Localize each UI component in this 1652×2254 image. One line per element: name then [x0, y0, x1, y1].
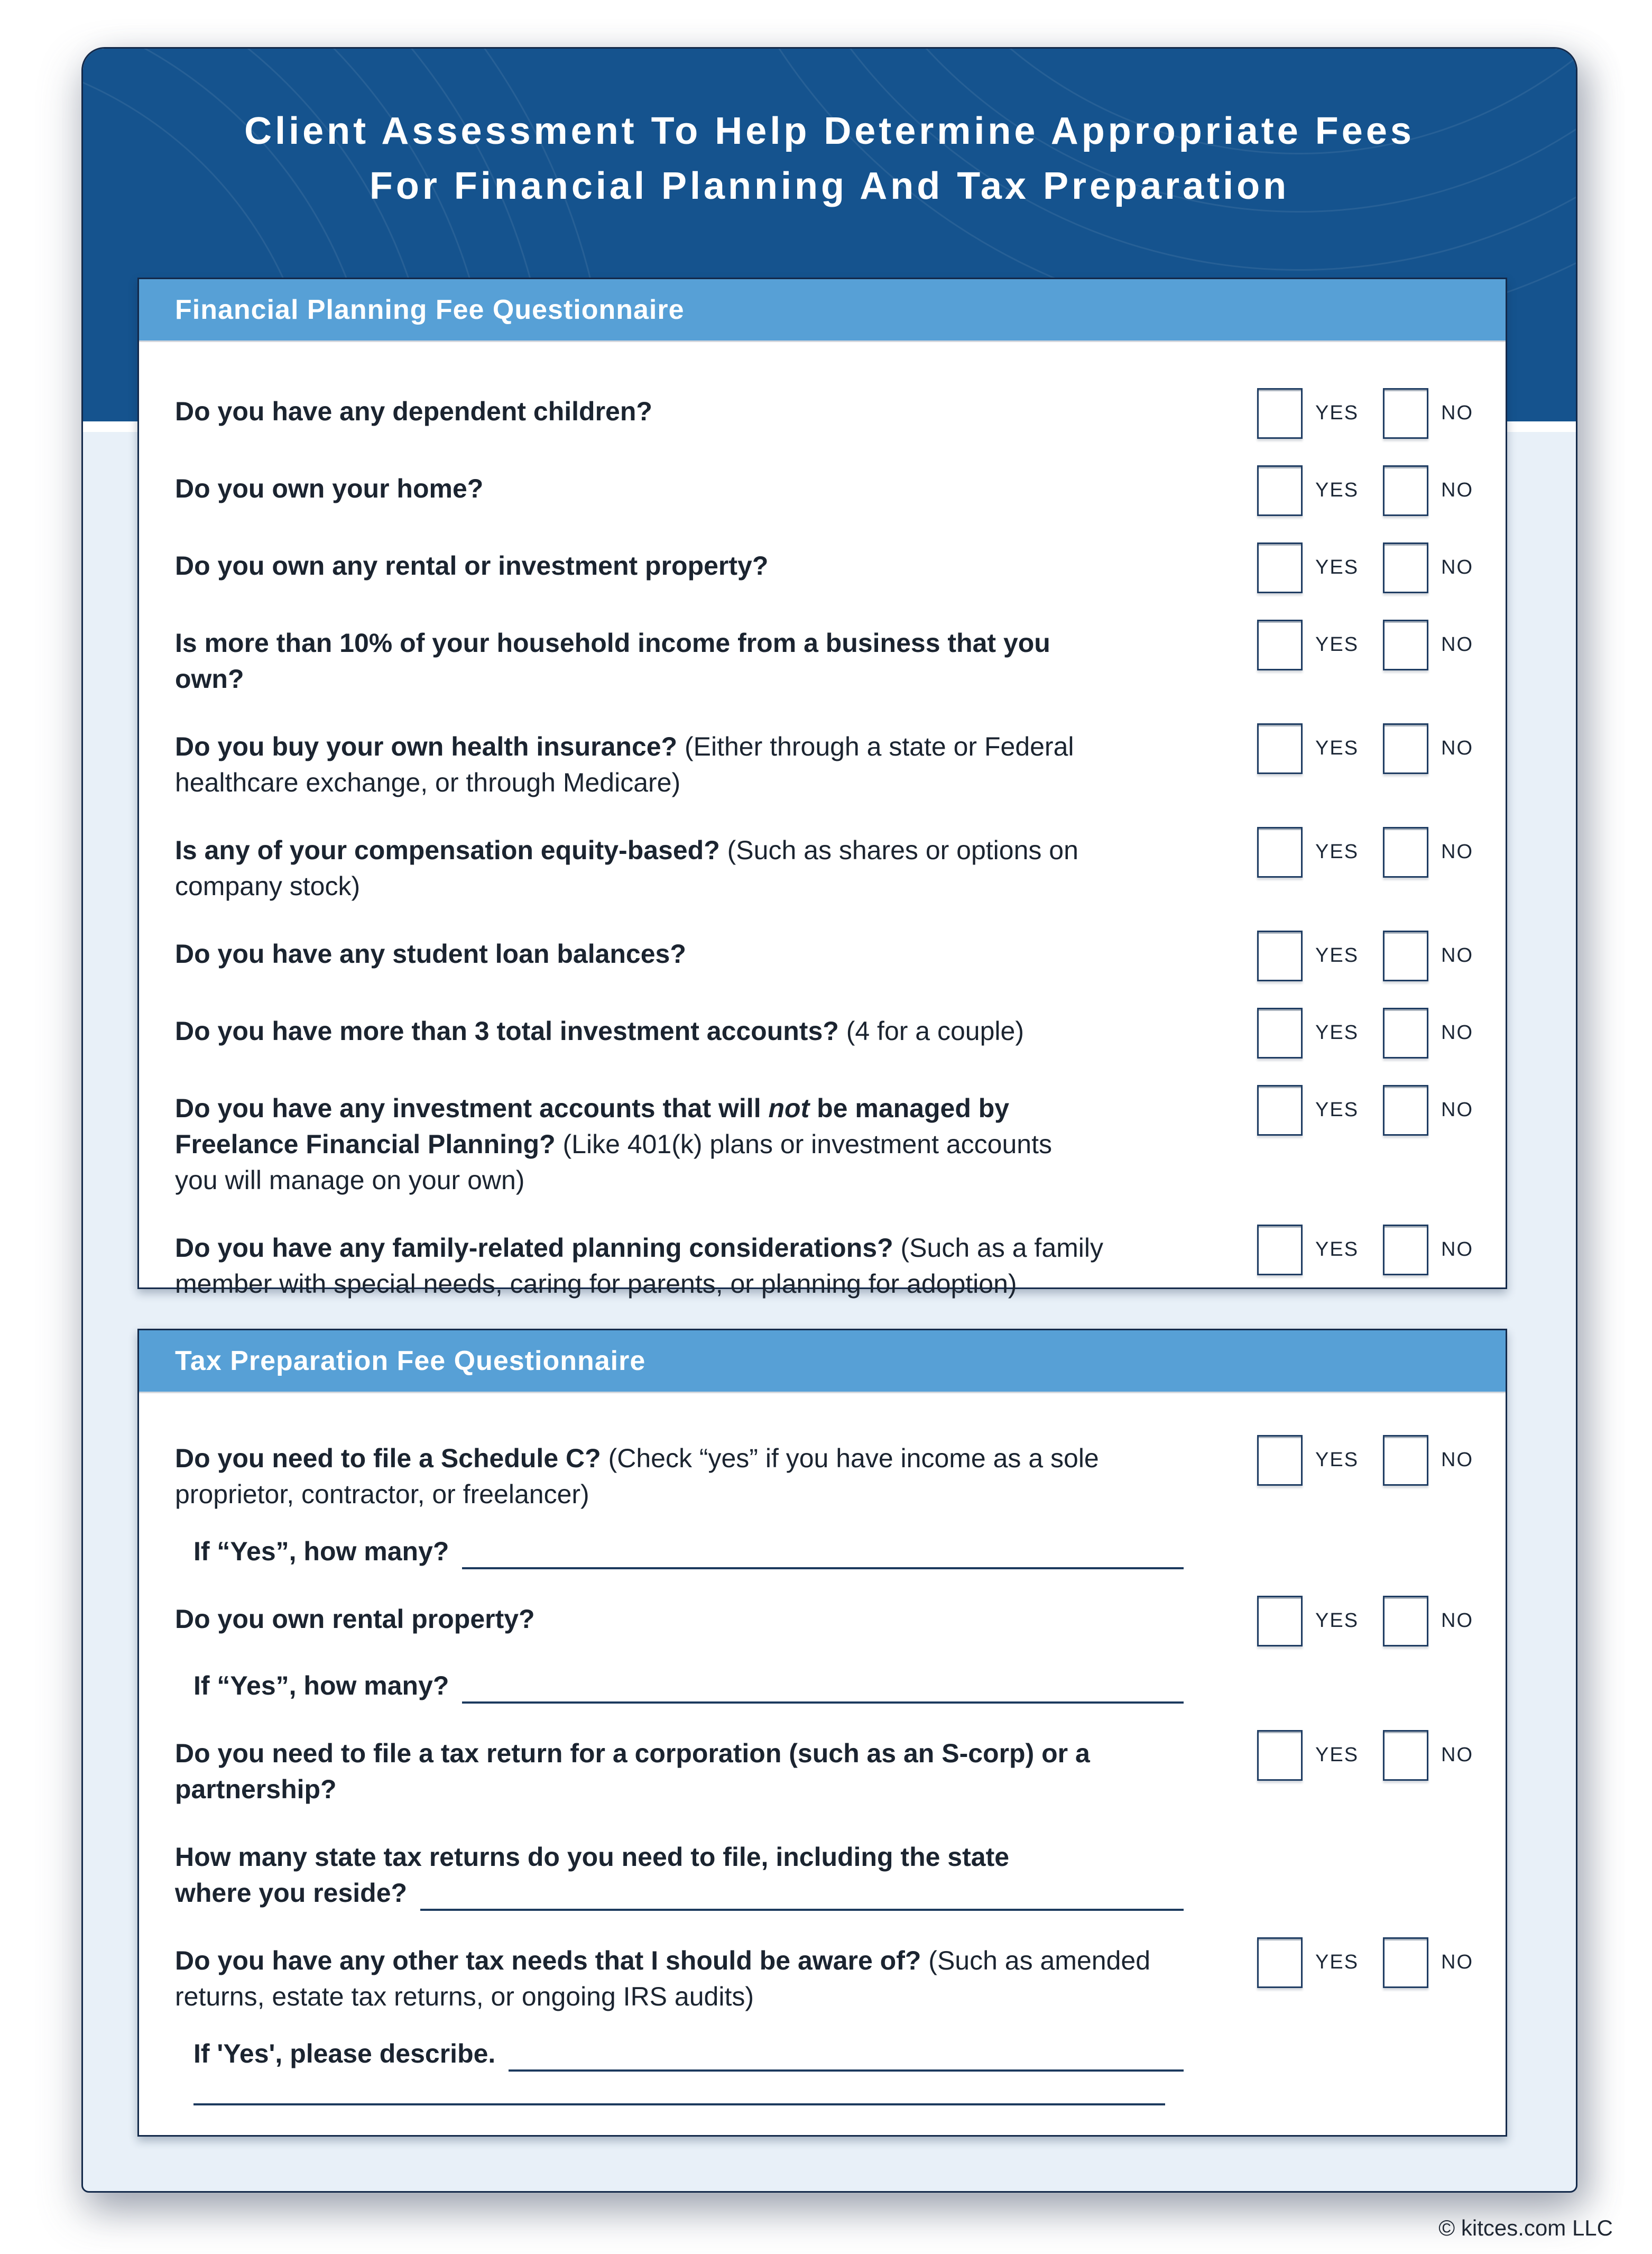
question-text: [175, 729, 1095, 801]
question-row: [175, 1735, 1487, 1807]
yes-label: YES: [1315, 402, 1359, 424]
page-title: [83, 104, 1576, 214]
question-text: [175, 393, 652, 429]
yes-no-choices: [1257, 465, 1479, 516]
fill-in-row: [193, 2036, 1184, 2072]
question-note: (Check “yes” if you have income as a sole proprietor, contractor, or freelancer): [175, 1443, 1099, 1509]
section-header-bar: [139, 1330, 1506, 1392]
yes-checkbox[interactable]: [1257, 465, 1303, 516]
no-checkbox[interactable]: [1383, 931, 1428, 981]
question-text: [175, 471, 483, 507]
fill-in-row: [193, 1533, 1184, 1569]
question-bold: Do you have more than 3 total investment accounts?: [175, 1016, 839, 1046]
yes-label: YES: [1315, 1238, 1359, 1261]
question-bold: How many state tax returns do you need to file, including the state: [175, 1842, 1010, 1872]
answer-line[interactable]: [462, 1539, 1184, 1569]
question-bold: Is any of your compensation equity-based?: [175, 835, 720, 865]
question-bold-italic: not: [768, 1093, 810, 1123]
question-row: [175, 832, 1487, 904]
question-text: [175, 1230, 1121, 1302]
copyright-footer: © kitces.com LLC: [1438, 2215, 1613, 2240]
yes-checkbox[interactable]: [1257, 1937, 1303, 1988]
yes-no-choices: [1257, 931, 1479, 981]
question-bold: Do you own rental property?: [175, 1604, 535, 1634]
question-text: [175, 625, 1095, 697]
question-text: [175, 1601, 535, 1637]
yes-checkbox[interactable]: [1257, 620, 1303, 670]
question-note: (Such as amended returns, estate tax returns, or ongoing IRS audits): [175, 1946, 1150, 2011]
no-checkbox[interactable]: [1383, 1435, 1428, 1486]
yes-no-choices: [1257, 542, 1479, 593]
yes-label: YES: [1315, 633, 1359, 656]
question-row: [175, 1601, 1487, 1646]
question-bold: Do you buy your own health insurance?: [175, 732, 678, 761]
question-row: [175, 1230, 1487, 1302]
question-row: [175, 936, 1487, 981]
question-text: [175, 1440, 1105, 1512]
question-row: [175, 1839, 1487, 1911]
question-note: (Such as shares or options on company stock): [175, 835, 1078, 901]
no-checkbox[interactable]: [1383, 1730, 1428, 1781]
no-checkbox[interactable]: [1383, 620, 1428, 670]
yes-no-choices: [1257, 1937, 1479, 1988]
answer-line[interactable]: [509, 2041, 1184, 2072]
no-label: NO: [1441, 1609, 1474, 1632]
no-label: NO: [1441, 556, 1474, 578]
no-label: NO: [1441, 402, 1474, 424]
no-checkbox[interactable]: [1383, 827, 1428, 878]
no-checkbox[interactable]: [1383, 388, 1428, 439]
question-row: [175, 1013, 1487, 1059]
yes-checkbox[interactable]: [1257, 1596, 1303, 1646]
yes-no-choices: [1257, 388, 1479, 439]
no-label: NO: [1441, 1099, 1474, 1121]
question-bold: Do you have any investment accounts that will: [175, 1093, 769, 1123]
yes-label: YES: [1315, 479, 1359, 501]
question-bold: Do you have any student loan balances?: [175, 939, 686, 969]
no-checkbox[interactable]: [1383, 1937, 1428, 1988]
fill-in-row: [193, 1668, 1184, 1704]
yes-checkbox[interactable]: [1257, 1730, 1303, 1781]
yes-no-choices: [1257, 1435, 1479, 1486]
fill-in-label: If “Yes”, how many?: [193, 1537, 449, 1566]
no-checkbox[interactable]: [1383, 1085, 1428, 1136]
yes-label: YES: [1315, 841, 1359, 863]
answer-line[interactable]: [193, 2103, 1165, 2105]
question-row: [175, 1943, 1487, 2014]
no-label: NO: [1441, 1744, 1474, 1766]
no-checkbox[interactable]: [1383, 723, 1428, 774]
yes-label: YES: [1315, 1022, 1359, 1044]
no-label: NO: [1441, 479, 1474, 501]
page-title-line2: For Financial Planning And Tax Preparation: [369, 165, 1290, 207]
yes-checkbox[interactable]: [1257, 723, 1303, 774]
yes-label: YES: [1315, 1449, 1359, 1471]
no-checkbox[interactable]: [1383, 1008, 1428, 1059]
question-text: [175, 1090, 1095, 1198]
question-note: (Such as a family member with special needs, caring for parents, or planning for adoption): [175, 1233, 1103, 1299]
yes-label: YES: [1315, 1744, 1359, 1766]
question-row: [175, 393, 1487, 439]
no-label: NO: [1441, 737, 1474, 759]
answer-line[interactable]: [462, 1673, 1184, 1704]
no-label: NO: [1441, 944, 1474, 967]
section-header-bar: [139, 279, 1506, 341]
answer-line[interactable]: [420, 1880, 1184, 1911]
yes-label: YES: [1315, 944, 1359, 967]
yes-checkbox[interactable]: [1257, 1008, 1303, 1059]
yes-no-choices: [1257, 1730, 1479, 1781]
yes-checkbox[interactable]: [1257, 827, 1303, 878]
page-title-line1: Client Assessment To Help Determine Appropriate Fees: [244, 110, 1415, 152]
question-text: [175, 1943, 1179, 2014]
question-row: [175, 729, 1487, 801]
question-text: [175, 1735, 1185, 1807]
no-label: NO: [1441, 633, 1474, 656]
yes-label: YES: [1315, 1951, 1359, 1973]
question-row: [175, 1440, 1487, 1512]
question-bold: Do you own any rental or investment property?: [175, 551, 769, 581]
no-label: NO: [1441, 1951, 1474, 1973]
yes-no-choices: [1257, 620, 1479, 670]
no-checkbox[interactable]: [1383, 1225, 1428, 1275]
section-body: [139, 341, 1506, 1302]
question-row: [175, 625, 1487, 697]
yes-no-choices: [1257, 827, 1479, 878]
yes-checkbox[interactable]: [1257, 931, 1303, 981]
question-bold: Do you have any other tax needs that I should be aware of?: [175, 1946, 921, 1975]
fill-in-label: If “Yes”, how many?: [193, 1671, 449, 1700]
question-line: [175, 1839, 1487, 1875]
question-bold: Do you need to file a Schedule C?: [175, 1443, 601, 1473]
question-bold: Do you own your home?: [175, 474, 484, 503]
yes-checkbox[interactable]: [1257, 1225, 1303, 1275]
question-note: (Either through a state or Federal healthcare exchange, or through Medicare): [175, 732, 1074, 797]
assessment-card: [81, 47, 1577, 2193]
question-line-with-answer: [175, 1875, 1184, 1911]
question-note: (4 for a couple): [838, 1016, 1024, 1046]
question-bold: Is more than 10% of your household income from a business that you own?: [175, 628, 1050, 694]
section-body: [139, 1392, 1506, 2105]
yes-checkbox[interactable]: [1257, 542, 1303, 593]
no-checkbox[interactable]: [1383, 1596, 1428, 1646]
yes-no-choices: [1257, 1085, 1479, 1136]
question-text: [175, 548, 768, 584]
fill-in-label: If 'Yes', please describe.: [193, 2039, 496, 2068]
no-label: NO: [1441, 1022, 1474, 1044]
yes-label: YES: [1315, 1099, 1359, 1121]
section-tax-preparation: [137, 1329, 1507, 2137]
question-bold: be managed by Freelance Financial Planning?: [175, 1093, 1010, 1159]
yes-checkbox[interactable]: [1257, 1435, 1303, 1486]
no-checkbox[interactable]: [1383, 465, 1428, 516]
yes-label: YES: [1315, 556, 1359, 578]
question-note: (Like 401(k) plans or investment accounts you will manage on your own): [175, 1129, 1052, 1195]
yes-label: YES: [1315, 1609, 1359, 1632]
yes-no-choices: [1257, 1225, 1479, 1275]
no-label: NO: [1441, 1449, 1474, 1471]
question-bold: Do you have any dependent children?: [175, 397, 652, 426]
yes-label: YES: [1315, 737, 1359, 759]
section-header-title: Financial Planning Fee Questionnaire: [175, 295, 685, 325]
question-text: [175, 936, 686, 972]
yes-checkbox[interactable]: [1257, 388, 1303, 439]
section-financial-planning: [137, 278, 1507, 1299]
question-row: [175, 471, 1487, 516]
question-bold: where you reside?: [175, 1878, 408, 1908]
question-bold: Do you need to file a tax return for a corporation (such as an S-corp) or a partnership?: [175, 1738, 1090, 1804]
section-header-title: Tax Preparation Fee Questionnaire: [175, 1346, 646, 1376]
yes-checkbox[interactable]: [1257, 1085, 1303, 1136]
yes-no-choices: [1257, 723, 1479, 774]
question-text: [175, 1013, 1024, 1049]
no-label: NO: [1441, 1238, 1474, 1261]
yes-no-choices: [1257, 1596, 1479, 1646]
question-row: [175, 1090, 1487, 1198]
question-text: [175, 1839, 1009, 1875]
question-row: [175, 548, 1487, 593]
yes-no-choices: [1257, 1008, 1479, 1059]
no-label: NO: [1441, 841, 1474, 863]
no-checkbox[interactable]: [1383, 542, 1428, 593]
question-text: [175, 832, 1095, 904]
question-bold: Do you have any family-related planning considerations?: [175, 1233, 893, 1263]
